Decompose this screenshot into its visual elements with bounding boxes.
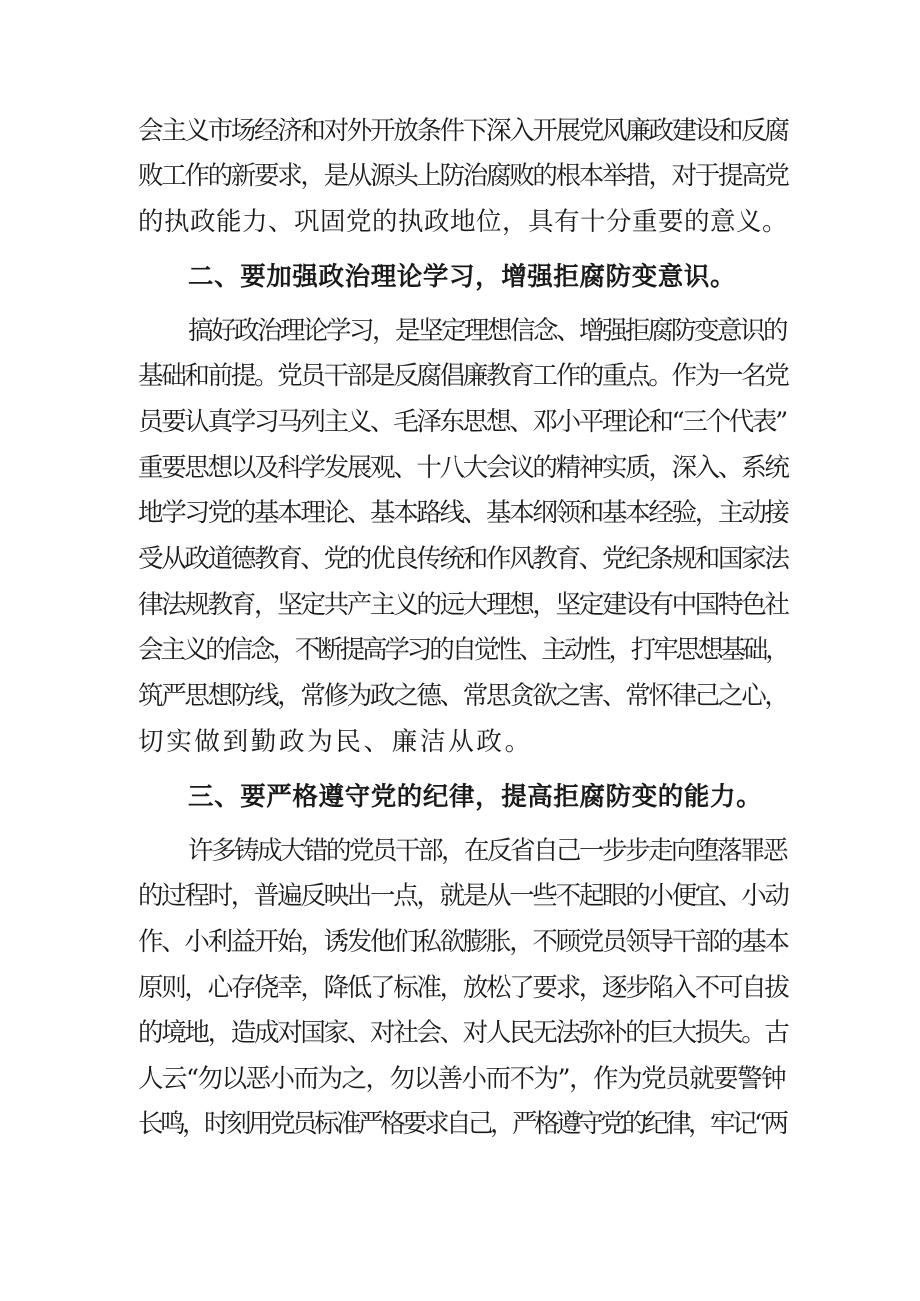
paragraph-line: 受从政道德教育、党的优良传统和作风教育、党纪条规和国家法 [138,544,788,574]
paragraph-line: 许多铸成大错的党员干部，在反省自己一步步走向堕落罪恶 [188,836,787,866]
paragraph-line: 重要思想以及科学发展观、十八大会议的精神实质，深入、系统 [138,453,788,483]
paragraph-line: 员要认真学习马列主义、毛泽东思想、邓小平理论和“三个代表” [138,407,786,437]
paragraph-line: 律法规教育，坚定共产主义的远大理想，坚定建设有中国特色社 [138,590,788,620]
paragraph-line: 地学习党的基本理论、基本路线、基本纲领和基本经验，主动接 [138,498,788,528]
paragraph-line: 人云“勿以恶小而为之，勿以善小而不为”，作为党员就要警钟 [138,1064,786,1094]
paragraph-line: 的过程时，普遍反映出一点，就是从一些不起眼的小便宜、小动 [138,881,788,911]
paragraph-line: 的境地，造成对国家、对社会、对人民无法弥补的巨大损失。古 [138,1018,788,1048]
paragraph-line: 基础和前提。党员干部是反腐倡廉教育工作的重点。作为一名党 [138,361,788,391]
paragraph-line: 原则，心存侥幸，降低了标准，放松了要求，逐步陷入不可自拔 [138,973,788,1003]
paragraph-line: 会主义的信念，不断提高学习的自觉性、主动性，打牢思想基础， [138,635,788,665]
section-heading: 三、要严格遵守党的纪律，提高拒腐防变的能力。 [188,782,763,812]
paragraph-line: 败工作的新要求，是从源头上防治腐败的根本举措，对于提高党 [138,161,788,191]
paragraph-line: 作、小利益开始，诱发他们私欲膨胀，不顾党员领导干部的基本 [138,927,788,957]
paragraph-line: 长鸣，时刻用党员标准严格要求自己，严格遵守党的纪律，牢记“两 [138,1109,786,1139]
section-heading: 二、要加强政治理论学习，增强拒腐防变意识。 [188,262,737,292]
paragraph-line: 会主义市场经济和对外开放条件下深入开展党风廉政建设和反腐 [138,116,788,146]
paragraph-line: 的执政能力、巩固党的执政地位，具有十分重要的意义。 [138,207,789,237]
paragraph-line: 筑严思想防线，常修为政之德、常思贪欲之害、常怀律己之心， [138,681,788,711]
paragraph-line: 搞好政治理论学习，是坚定理想信念、增强拒腐防变意识的 [188,316,787,346]
paragraph-line: 切实做到勤政为民、廉洁从政。 [138,727,533,757]
